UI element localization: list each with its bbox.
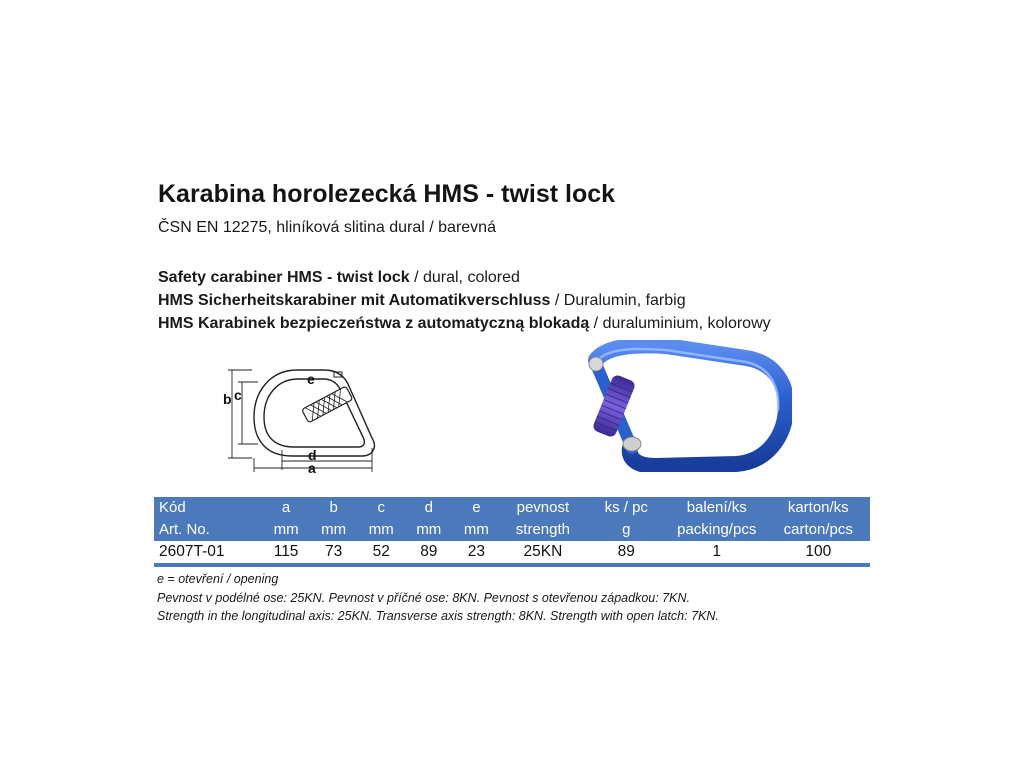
- carabiner-product-photo: [566, 340, 792, 472]
- header-strength: pevnost: [516, 499, 570, 516]
- header-unit: mm: [368, 521, 394, 538]
- cell-e: 23: [467, 543, 486, 560]
- header-unit: g: [622, 521, 631, 538]
- footnotes: [157, 570, 719, 626]
- header-d: d: [424, 499, 433, 516]
- photo-rivet: [589, 357, 603, 371]
- header-c: c: [377, 499, 385, 516]
- cell-c: 52: [372, 543, 390, 560]
- cell-carton: 100: [805, 543, 832, 560]
- header-packing: balení/ks: [686, 499, 747, 516]
- table-row: [154, 541, 870, 565]
- table-header-row: [154, 519, 870, 541]
- diagram-label-e: e: [307, 371, 315, 387]
- description-german: [158, 292, 686, 310]
- description-rest: / duraluminium, kolorowy: [589, 315, 771, 332]
- header-weight: ks / pc: [604, 499, 648, 516]
- header-a: a: [281, 499, 291, 516]
- photo-engraving: HTPM EN 12275 25 kN: [653, 353, 712, 367]
- cell-b: 73: [325, 543, 343, 560]
- diagram-gate: [302, 386, 353, 423]
- spec-table: [154, 497, 870, 567]
- header-unit: mm: [273, 521, 299, 538]
- note-opening: e = otevření / opening: [157, 572, 279, 586]
- description-english: [158, 269, 520, 287]
- description-rest: / Duralumin, farbig: [550, 292, 686, 309]
- header-unit: mm: [463, 521, 489, 538]
- cell-a: 115: [273, 543, 299, 560]
- diagram-label-a: a: [308, 460, 316, 474]
- note-strength-en: Strength in the longitudinal axis: 25KN. Transverse axis strength: 8KN. Strength with open latch: 7KN.: [157, 609, 719, 623]
- header-unit: mm: [416, 521, 442, 538]
- header-art-no: Art. No.: [159, 521, 210, 538]
- product-title: Karabina horolezecká HMS - twist lock: [158, 180, 616, 208]
- diagram-label-c: c: [234, 387, 242, 403]
- carabiner-dimension-diagram: [222, 362, 392, 474]
- header-carton: karton/ks: [787, 499, 849, 516]
- cell-strength: 25KN: [523, 543, 563, 560]
- table-header-row: [154, 497, 870, 519]
- description-bold: HMS Karabinek bezpieczeństwa z automatyczną blokadą: [158, 315, 590, 332]
- description-polish: [158, 315, 771, 333]
- header-code: Kód: [159, 499, 186, 516]
- header-b: b: [329, 499, 338, 516]
- header-unit: carton/pcs: [783, 521, 853, 538]
- description-rest: / dural, colored: [409, 269, 520, 286]
- cell-packing: 1: [712, 543, 722, 560]
- header-e: e: [472, 499, 481, 516]
- description-bold: HMS Sicherheitskarabiner mit Automatikverschluss: [158, 292, 551, 309]
- photo-end-cap: [623, 437, 641, 451]
- header-unit: strength: [515, 521, 570, 538]
- header-unit: mm: [321, 521, 347, 538]
- header-unit: packing/pcs: [677, 521, 757, 538]
- cell-weight: 89: [617, 543, 635, 560]
- diagram-label-b: b: [223, 391, 232, 407]
- diagram-label-d: d: [308, 447, 317, 463]
- note-strength-cz: Pevnost v podélné ose: 25KN. Pevnost v příčné ose: 8KN. Pevnost s otevřenou západkou: 7KN.: [157, 590, 690, 605]
- description-bold: Safety carabiner HMS - twist lock: [158, 269, 410, 286]
- cell-d: 89: [420, 543, 438, 560]
- cell-code: 2607T-01: [159, 543, 225, 560]
- product-subtitle: ČSN EN 12275, hliníková slitina dural / barevná: [158, 219, 496, 236]
